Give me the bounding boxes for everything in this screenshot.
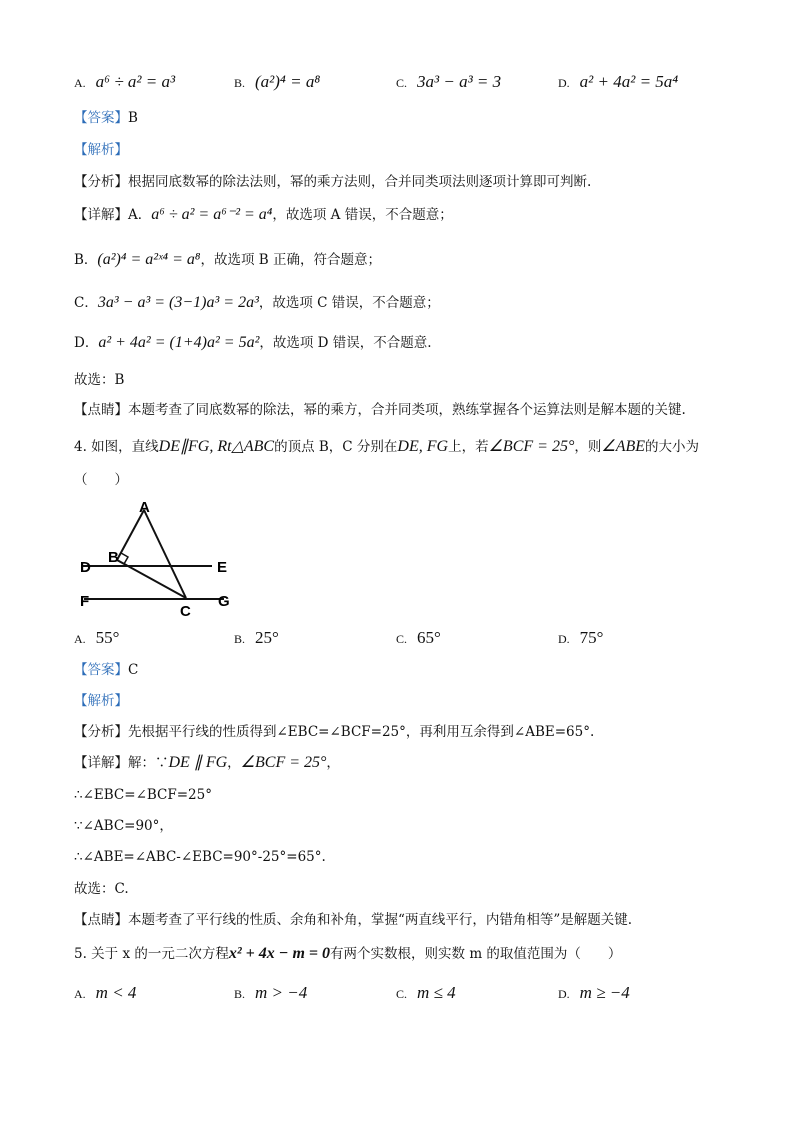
q3-option-d[interactable]: D. a² + 4a² = 5a⁴ (558, 72, 679, 91)
q4-option-b[interactable]: B. 25° (234, 628, 279, 647)
q3-option-b[interactable]: B. (a²)⁴ = a⁸ (234, 72, 321, 91)
q3-option-d-expr: a² + 4a² = 5a⁴ (579, 72, 679, 91)
q4-step-1: ∴∠EBC=∠BCF=25° (74, 787, 212, 803)
q4-answer: 【答案】C (74, 662, 139, 678)
label-b: B (108, 549, 119, 566)
label-e: E (217, 559, 228, 576)
q4-comment: 【点睛】本题考查了平行线的性质、余角和补角，掌握“两直线平行，内错角相等”是解题关键. (74, 912, 633, 928)
q3-choice: 故选：B (74, 372, 125, 388)
geometry-diagram (72, 498, 242, 620)
q3-detail-c: C．3a³ − a³ = (3−1)a³ = 2a³，故选项 C 错误，不合题意； (74, 294, 440, 311)
q3-fenxi: 【分析】根据同底数幂的除法法则，幂的乘方法则，合并同类项法则逐项计算即可判断. (74, 174, 592, 190)
q4-fenxi: 【分析】先根据平行线的性质得到∠EBC=∠BCF=25°，再利用互余得到∠ABE=65°. (74, 724, 595, 740)
label-c: C (180, 603, 191, 620)
q4-analysis-heading: 【解析】 (74, 693, 128, 709)
q4-step-3: ∴∠ABE=∠ABC-∠EBC=90°-25°=65°. (74, 849, 326, 865)
label-f: F (80, 593, 90, 610)
q4-figure (72, 498, 242, 624)
q3-option-a-expr: a⁶ ÷ a² = a³ (95, 72, 176, 91)
side-ab (117, 510, 144, 560)
q4-step-2: ∵∠ABC=90°， (74, 818, 173, 834)
q3-detail-d: D．a² + 4a² = (1+4)a² = 5a²，故选项 D 错误，不合题意. (74, 334, 432, 351)
q3-option-a[interactable]: A. a⁶ ÷ a² = a³ (74, 72, 176, 91)
q5-option-a[interactable]: A. m < 4 (74, 983, 137, 1002)
q3-detail-a: 【详解】A．a⁶ ÷ a² = a⁶⁻² = a⁴，故选项 A 错误，不合题意； (74, 206, 453, 223)
q4-stem: 4. 如图，直线DE∥FG, Rt△ABC的顶点 B，C 分别在DE, FG上，若∠BCF = 25°，则∠ABE的大小为 (74, 438, 700, 455)
label-g: G (218, 593, 230, 610)
q3-option-c-expr: 3a³ − a³ = 3 (417, 72, 502, 91)
q4-option-a[interactable]: A. 55° (74, 628, 120, 647)
q4-paren: （ ） (74, 472, 128, 488)
side-ac (144, 510, 186, 598)
q3-answer: 【答案】B (74, 110, 138, 126)
q3-option-b-expr: (a²)⁴ = a⁸ (255, 72, 321, 91)
q3-analysis-heading: 【解析】 (74, 142, 128, 158)
q4-option-c[interactable]: C. 65° (396, 628, 441, 647)
q5-option-c[interactable]: C. m ≤ 4 (396, 983, 456, 1002)
q4-option-d[interactable]: D. 75° (558, 628, 604, 647)
q3-detail-b: B．(a²)⁴ = a²ˣ⁴ = a⁸，故选项 B 正确，符合题意； (74, 251, 381, 268)
q4-detail: 【详解】解：∵DE ∥ FG，∠BCF = 25°， (74, 754, 340, 771)
label-a: A (139, 499, 150, 516)
q4-choice: 故选：C. (74, 881, 129, 897)
q5-stem: 5. 关于 x 的一元二次方程x² + 4x − m = 0有两个实数根，则实数 m 的取值范围为（ ） (74, 945, 622, 962)
label-d: D (80, 559, 91, 576)
q3-option-c[interactable]: C. 3a³ − a³ = 3 (396, 72, 502, 91)
q5-option-b[interactable]: B. m > −4 (234, 983, 308, 1002)
q5-option-d[interactable]: D. m ≥ −4 (558, 983, 630, 1002)
q3-comment: 【点睛】本题考查了同底数幂的除法，幂的乘方，合并同类项，熟练掌握各个运算法则是解本题的关键. (74, 402, 686, 418)
